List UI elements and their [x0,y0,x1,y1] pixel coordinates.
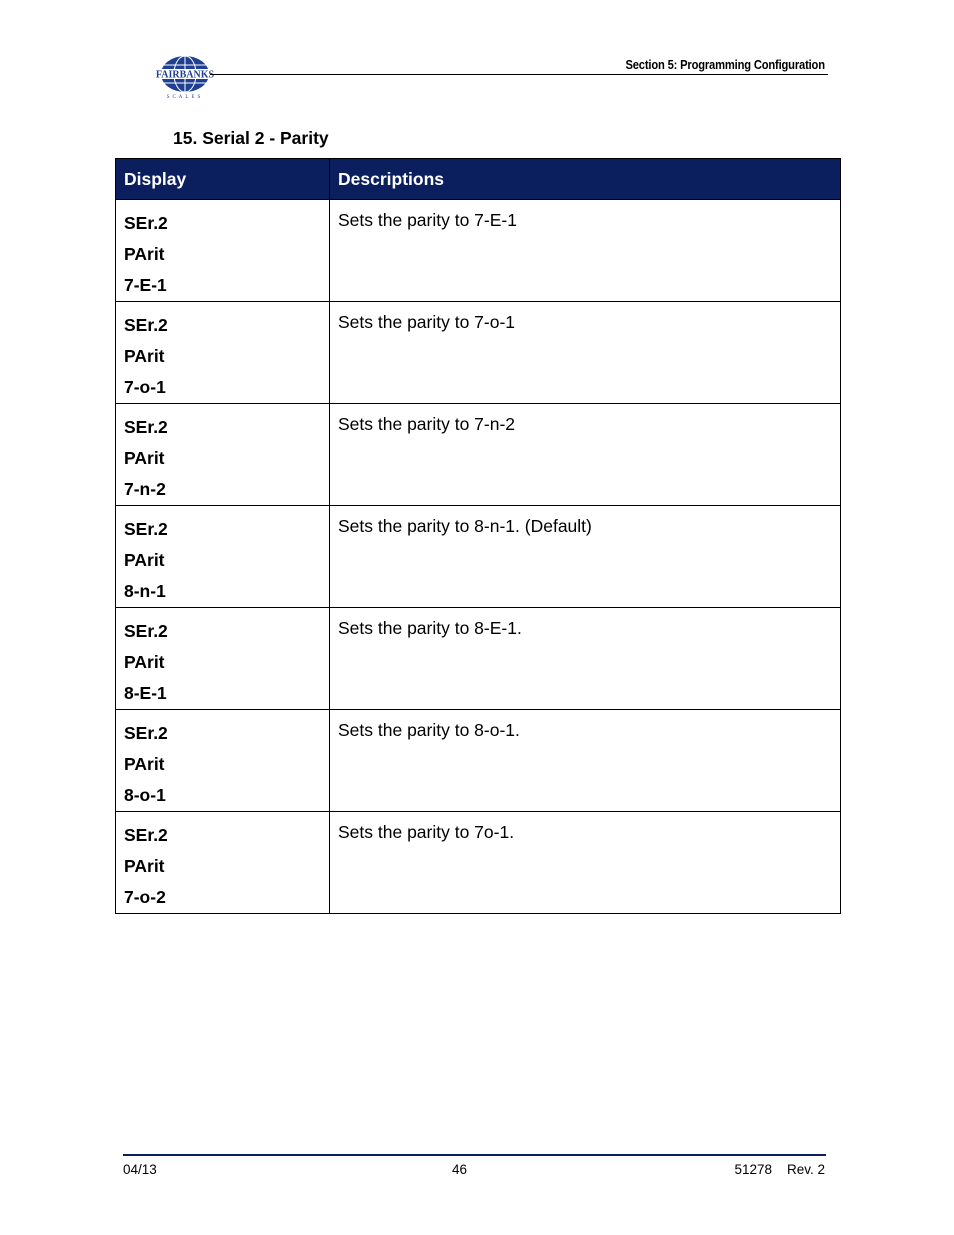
display-line: SEr.2 [124,213,168,233]
display-cell [116,302,330,404]
section-title: Section 5: Programming Configuration [625,57,825,72]
header-rule [210,74,828,75]
display-line: PArit [124,856,165,876]
display-line: SEr.2 [124,315,168,335]
description-cell: Sets the parity to 7-n-2 [330,404,841,506]
table-row [116,302,841,404]
footer-rule [123,1154,826,1156]
table-row [116,608,841,710]
display-line: PArit [124,244,165,264]
display-cell [116,200,330,302]
display-line: 8-n-1 [124,581,166,601]
display-line: SEr.2 [124,519,168,539]
display-cell [116,608,330,710]
display-line: 7-o-1 [124,377,166,397]
display-cell [116,812,330,914]
display-line: PArit [124,652,165,672]
description-cell: Sets the parity to 8-E-1. [330,608,841,710]
description-cell: Sets the parity to 8-n-1. (Default) [330,506,841,608]
table-row [116,710,841,812]
description-cell: Sets the parity to 7-o-1 [330,302,841,404]
display-cell [116,506,330,608]
display-line: PArit [124,448,165,468]
footer-page-number: 46 [452,1162,468,1177]
page-heading: 15. Serial 2 - Parity [173,128,329,148]
footer-date: 04/13 [123,1162,157,1177]
table-row [116,200,841,302]
description-cell: Sets the parity to 7-E-1 [330,200,841,302]
table-row [116,812,841,914]
display-line: 7-E-1 [124,275,167,295]
parity-table [115,158,841,914]
display-line: 7-n-2 [124,479,166,499]
display-line: SEr.2 [124,621,168,641]
description-cell: Sets the parity to 7o-1. [330,812,841,914]
description-cell: Sets the parity to 8-o-1. [330,710,841,812]
display-cell [116,710,330,812]
display-line: 8-E-1 [124,683,167,703]
column-header-display: Display [116,159,330,200]
column-header-descriptions: Descriptions [330,159,841,200]
display-line: PArit [124,754,165,774]
display-line: PArit [124,550,165,570]
logo-wordmark: FAIRBANKS [155,69,215,81]
table-row [116,506,841,608]
display-line: 7-o-2 [124,887,166,907]
display-line: 8-o-1 [124,785,166,805]
footer-doc-revision: 51278 Rev. 2 [734,1162,825,1177]
fairbanks-logo [152,54,218,100]
display-line: SEr.2 [124,723,168,743]
logo-scales: SCALES [166,95,204,100]
display-line: PArit [124,346,165,366]
table-row [116,404,841,506]
display-cell [116,404,330,506]
display-line: SEr.2 [124,825,168,845]
display-line: SEr.2 [124,417,168,437]
table-header-row [116,159,841,200]
